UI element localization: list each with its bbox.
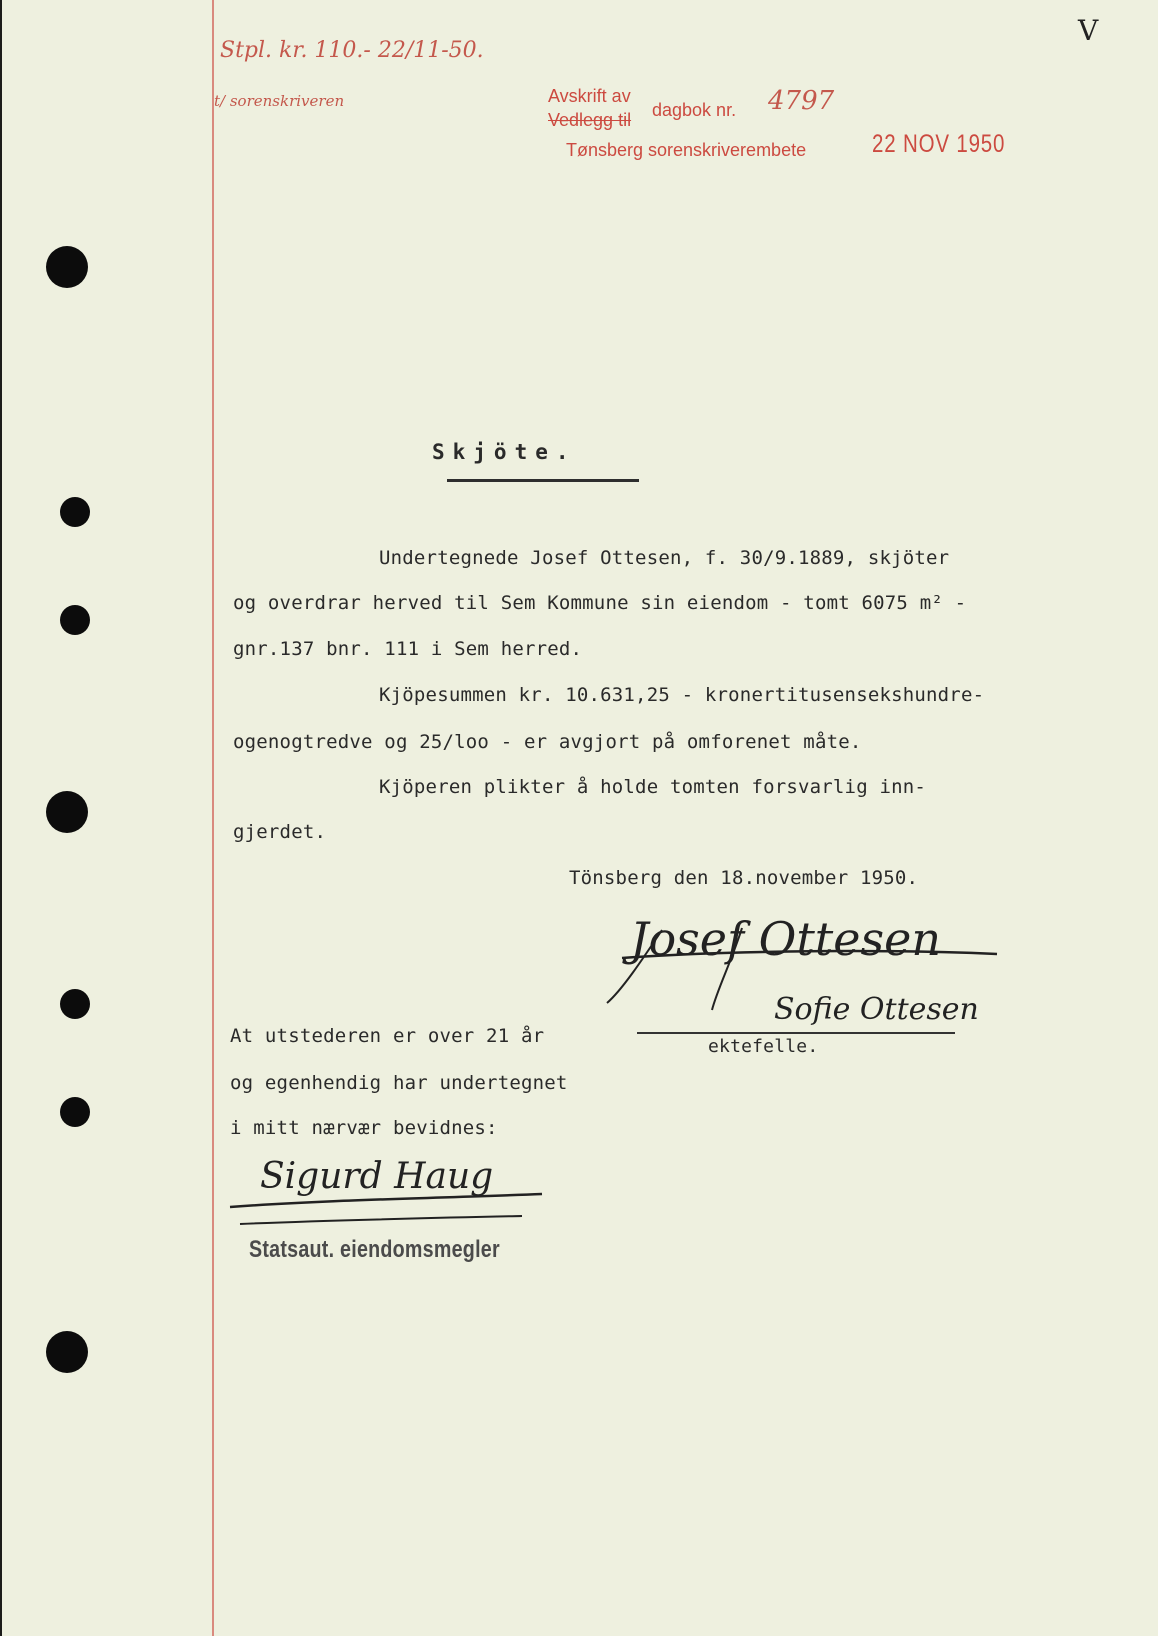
handwritten-recipient-note: t/ sorenskriveren (214, 92, 345, 110)
body-line: Kjöperen plikter å holde tomten forsvarlig inn- (379, 776, 927, 798)
stamp-journal-number: 4797 (768, 86, 835, 116)
document-page (2, 0, 1158, 1636)
body-line: gnr.137 bnr. 111 i Sem herred. (233, 638, 583, 660)
broker-title-stamp: Statsaut. eiendomsmegler (249, 1236, 500, 1263)
signature-strokes (2, 0, 1158, 1636)
spouse-signature: Sofie Ottesen (774, 992, 979, 1027)
stamp-line-copy: Avskrift av (548, 86, 631, 106)
seller-signature: Josef Ottesen (630, 912, 941, 966)
document-title: Skjöte. (432, 440, 577, 464)
body-line: og overdrar herved til Sem Kommune sin eiendom - tomt 6075 m² - (233, 592, 967, 614)
body-line: gjerdet. (233, 821, 327, 843)
spouse-label: ektefelle. (708, 1036, 819, 1057)
witness-signature: Sigurd Haug (260, 1156, 494, 1197)
stamp-date: 22 NOV 1950 (872, 130, 1006, 158)
body-line: ogenogtredve og 25/loo - er avgjort på omforenet måte. (233, 731, 862, 753)
attestation-line: og egenhendig har undertegnet (230, 1072, 568, 1094)
stamp-line-journal: dagbok nr. (652, 100, 737, 120)
place-and-date: Tönsberg den 18.november 1950. (569, 867, 919, 889)
body-line: Undertegnede Josef Ottesen, f. 30/9.1889, skjöter (379, 547, 950, 569)
stamp-line-struck: Vedlegg til (548, 110, 632, 130)
corner-mark: V (1078, 14, 1099, 47)
body-line: Kjöpesummen kr. 10.631,25 - kronertitusensekshundre- (379, 684, 985, 706)
handwritten-fee-note: Stpl. kr. 110.- 22/11-50. (220, 38, 484, 63)
attestation-line: i mitt nærvær bevidnes: (230, 1117, 498, 1139)
attestation-line: At utstederen er over 21 år (230, 1025, 545, 1047)
stamp-office: Tønsberg sorenskriverembete (566, 140, 807, 160)
